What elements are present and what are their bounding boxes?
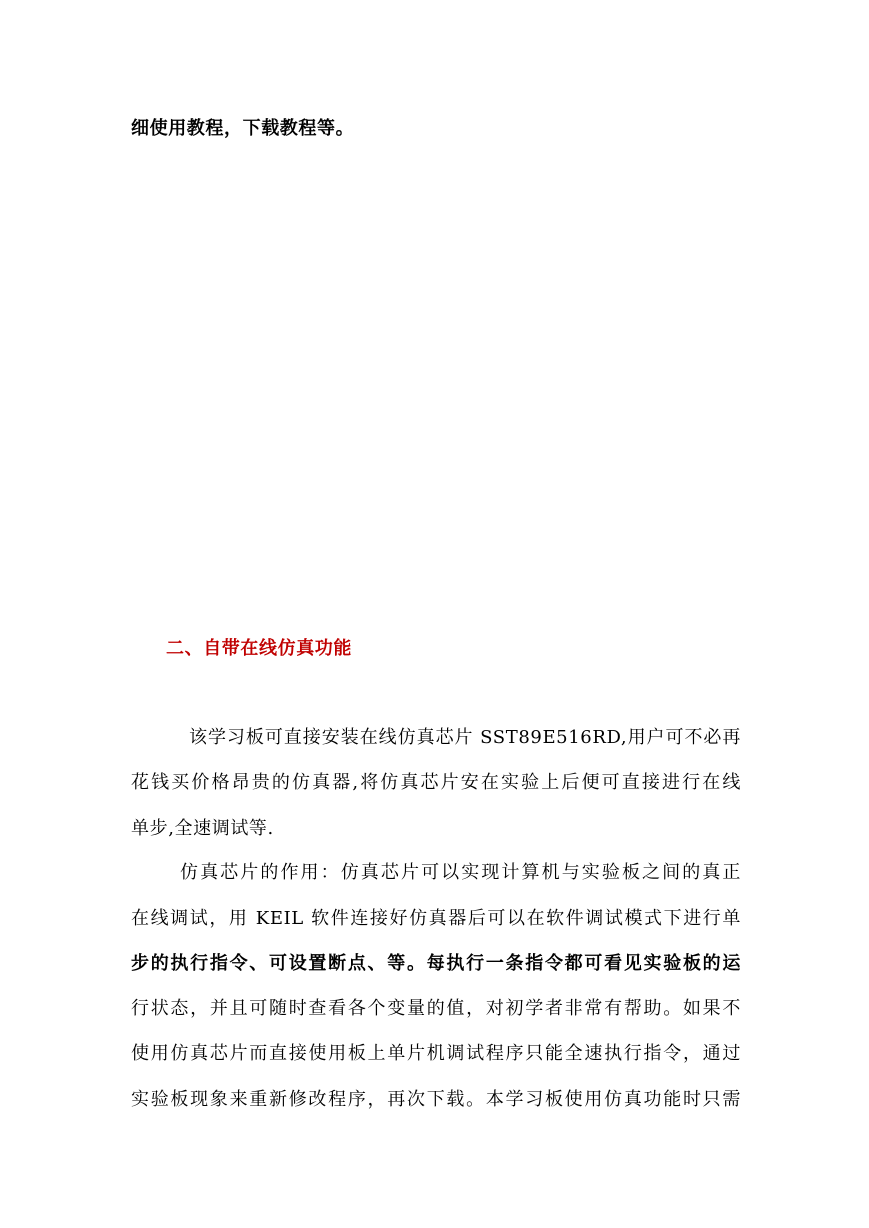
paragraph-1-line-2: 花钱买价格昂贵的仿真器,将仿真芯片安在实验上后便可直接进行在线 <box>131 772 741 793</box>
paragraph-2-line-6: 实验板现象来重新修改程序，再次下载。本学习板使用仿真功能时只需 <box>131 1089 741 1110</box>
paragraph-1-line-3: 单步,全速调试等. <box>131 818 274 839</box>
top-text-fragment: 细使用教程，下载教程等。 <box>131 118 355 139</box>
section-heading: 二、自带在线仿真功能 <box>166 638 352 659</box>
paragraph-1-line-1: 该学习板可直接安装在线仿真芯片 SST89E516RD,用户可不必再 <box>189 727 741 748</box>
paragraph-2-line-2: 在线调试，用 KEIL 软件连接好仿真器后可以在软件调试模式下进行单 <box>131 908 741 929</box>
paragraph-2-line-4: 行状态，并且可随时查看各个变量的值，对初学者非常有帮助。如果不 <box>131 998 741 1019</box>
paragraph-2-line-1: 仿真芯片的作用：仿真芯片可以实现计算机与实验板之间的真正 <box>180 862 741 883</box>
paragraph-2-line-3: 步的执行指令、可设置断点、等。每执行一条指令都可看见实验板的运 <box>131 953 741 974</box>
paragraph-2-line-5: 使用仿真芯片而直接使用板上单片机调试程序只能全速执行指令，通过 <box>131 1043 741 1064</box>
